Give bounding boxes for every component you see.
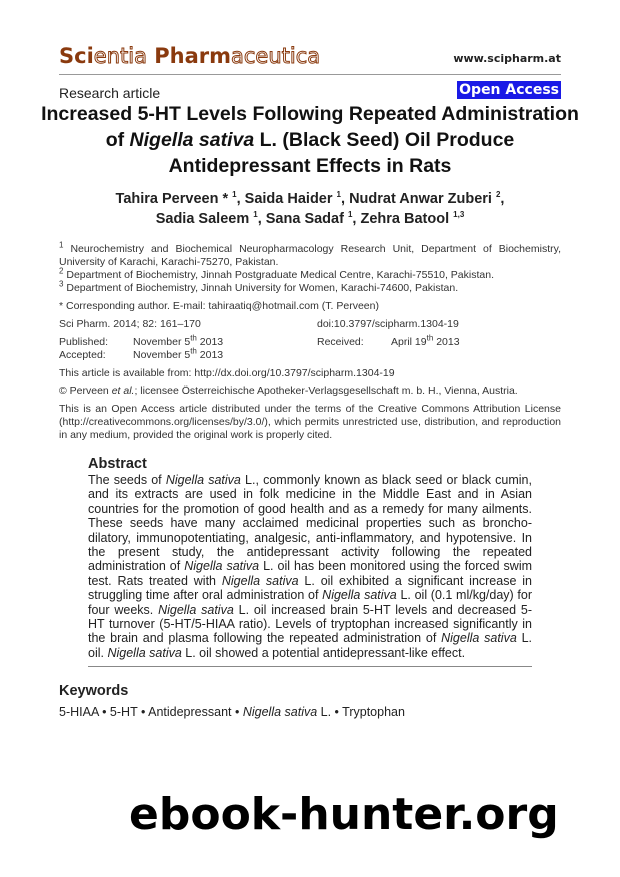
journal-header xyxy=(59,44,561,75)
abstract-section xyxy=(88,456,532,667)
affiliations xyxy=(59,240,561,295)
open-access-badge: Open Access xyxy=(459,82,559,98)
copyright: © Perveen et al.; licensee Österreichische Apotheker-Verlagsgesellschaft m. b. H., Vienna, Austria. xyxy=(59,385,518,397)
article-type: Research article xyxy=(59,85,161,101)
corresponding-author: * Corresponding author. E-mail: tahiraatiq@hotmail.com (T. Perveen) xyxy=(59,300,379,312)
article-title: Increased 5-HT Levels Following Repeated Administration of Nigella sativa L. (Black Seed) Oil Produce Antidepressant Effects in Rats xyxy=(41,103,579,177)
watermark: ebook-hunter.org xyxy=(129,789,559,841)
received-date: Received: April 19th 2013 xyxy=(317,333,460,348)
author-list: Tahira Perveen * $^1$, Saida Haider $^1$, Nudrat Anwar Zuberi $^2$, Sadia Saleem $^1$, Sana Sadaf $^1$, Zehra Batool $^{1,3}$ xyxy=(115,190,505,227)
author: Saida Haider $^1$ xyxy=(244,190,341,207)
published-date: November 5th 2013 xyxy=(133,333,224,348)
author: Sadia Saleem $^1$ xyxy=(155,210,258,227)
author: Sana Sadaf $^1$ xyxy=(265,210,353,227)
publication-dates: Published: November 5th 2013 Accepted: November 5th 2013 xyxy=(59,333,224,361)
journal-logo: Scientia Pharmaceutica xyxy=(59,44,321,68)
author: Nudrat Anwar Zuberi $^2$ xyxy=(349,190,501,207)
citation: Sci Pharm. 2014; 82: 161–170 xyxy=(59,318,201,330)
keywords-list: 5-HIAA • 5-HT • Antidepressant • Nigella sativa L. • Tryptophan xyxy=(59,705,405,720)
affiliation: $^2$ Department of Biochemistry, Jinnah Postgraduate Medical Centre, Karachi-75510, Pakistan. xyxy=(59,266,494,281)
accepted-date: November 5th 2013 xyxy=(133,346,224,361)
license-text: This is an Open Access article distributed under the terms of the Creative Commons Attribution License (http://creativecommons.org/licenses/by/3.0/), which permits unrestricted use, distribution, and reproduction in any medium, provided the original work is properly cited. xyxy=(59,403,561,441)
doi: doi:10.3797/scipharm.1304-19 xyxy=(317,318,459,330)
availability-link[interactable]: This article is available from: http://dx.doi.org/10.3797/scipharm.1304-19 xyxy=(59,367,395,379)
affiliation: $^3$ Department of Biochemistry, Jinnah University for Women, Karachi-74600, Pakistan. xyxy=(59,279,459,294)
abstract-heading: Abstract xyxy=(88,456,147,472)
journal-website[interactable]: www.scipharm.at xyxy=(453,52,561,65)
abstract-text: The seeds of Nigella sativa L., commonly known as black seed or black cumin, and its extracts are used in folk medicine in the Middle East and in Asian countries for the promotion of good health and as a remedy for many ailments. These seeds have many acclaimed medicinal properties such as broncho-dilatory, immunopotentiating, analgesic, anti-inflammatory, and hypotensive. In the present study, the antidepressant activity following the repeated administration of Nigella sativa L. oil has been monitored using the forced swim test. Rats treated with Nigella sativa L. oil exhibited a significant increase in struggling time after oral administration of Nigella sativa L. oil (0.1 ml/kg/day) for four weeks. Nigella sativa L. oil increased brain 5-HT levels and decreased 5-HT turnover (5-HT/5-HIAA ratio). Levels of tryptophan increased significantly in the brain and plasma following the repeated administration of Nigella sativa L. oil. Nigella sativa L. oil showed a potential antidepressant-like effect. xyxy=(88,473,533,660)
author: Tahira Perveen * $^1$ xyxy=(115,190,237,207)
affiliation: $^1$ Neurochemistry and Biochemical Neuropharmacology Research Unit, Department of Biochemistry, University of Karachi, Karachi-75270, Pakistan. xyxy=(59,240,561,268)
author: Zehra Batool $^{1,3}$ xyxy=(360,210,465,227)
keywords-heading: Keywords xyxy=(59,683,129,700)
